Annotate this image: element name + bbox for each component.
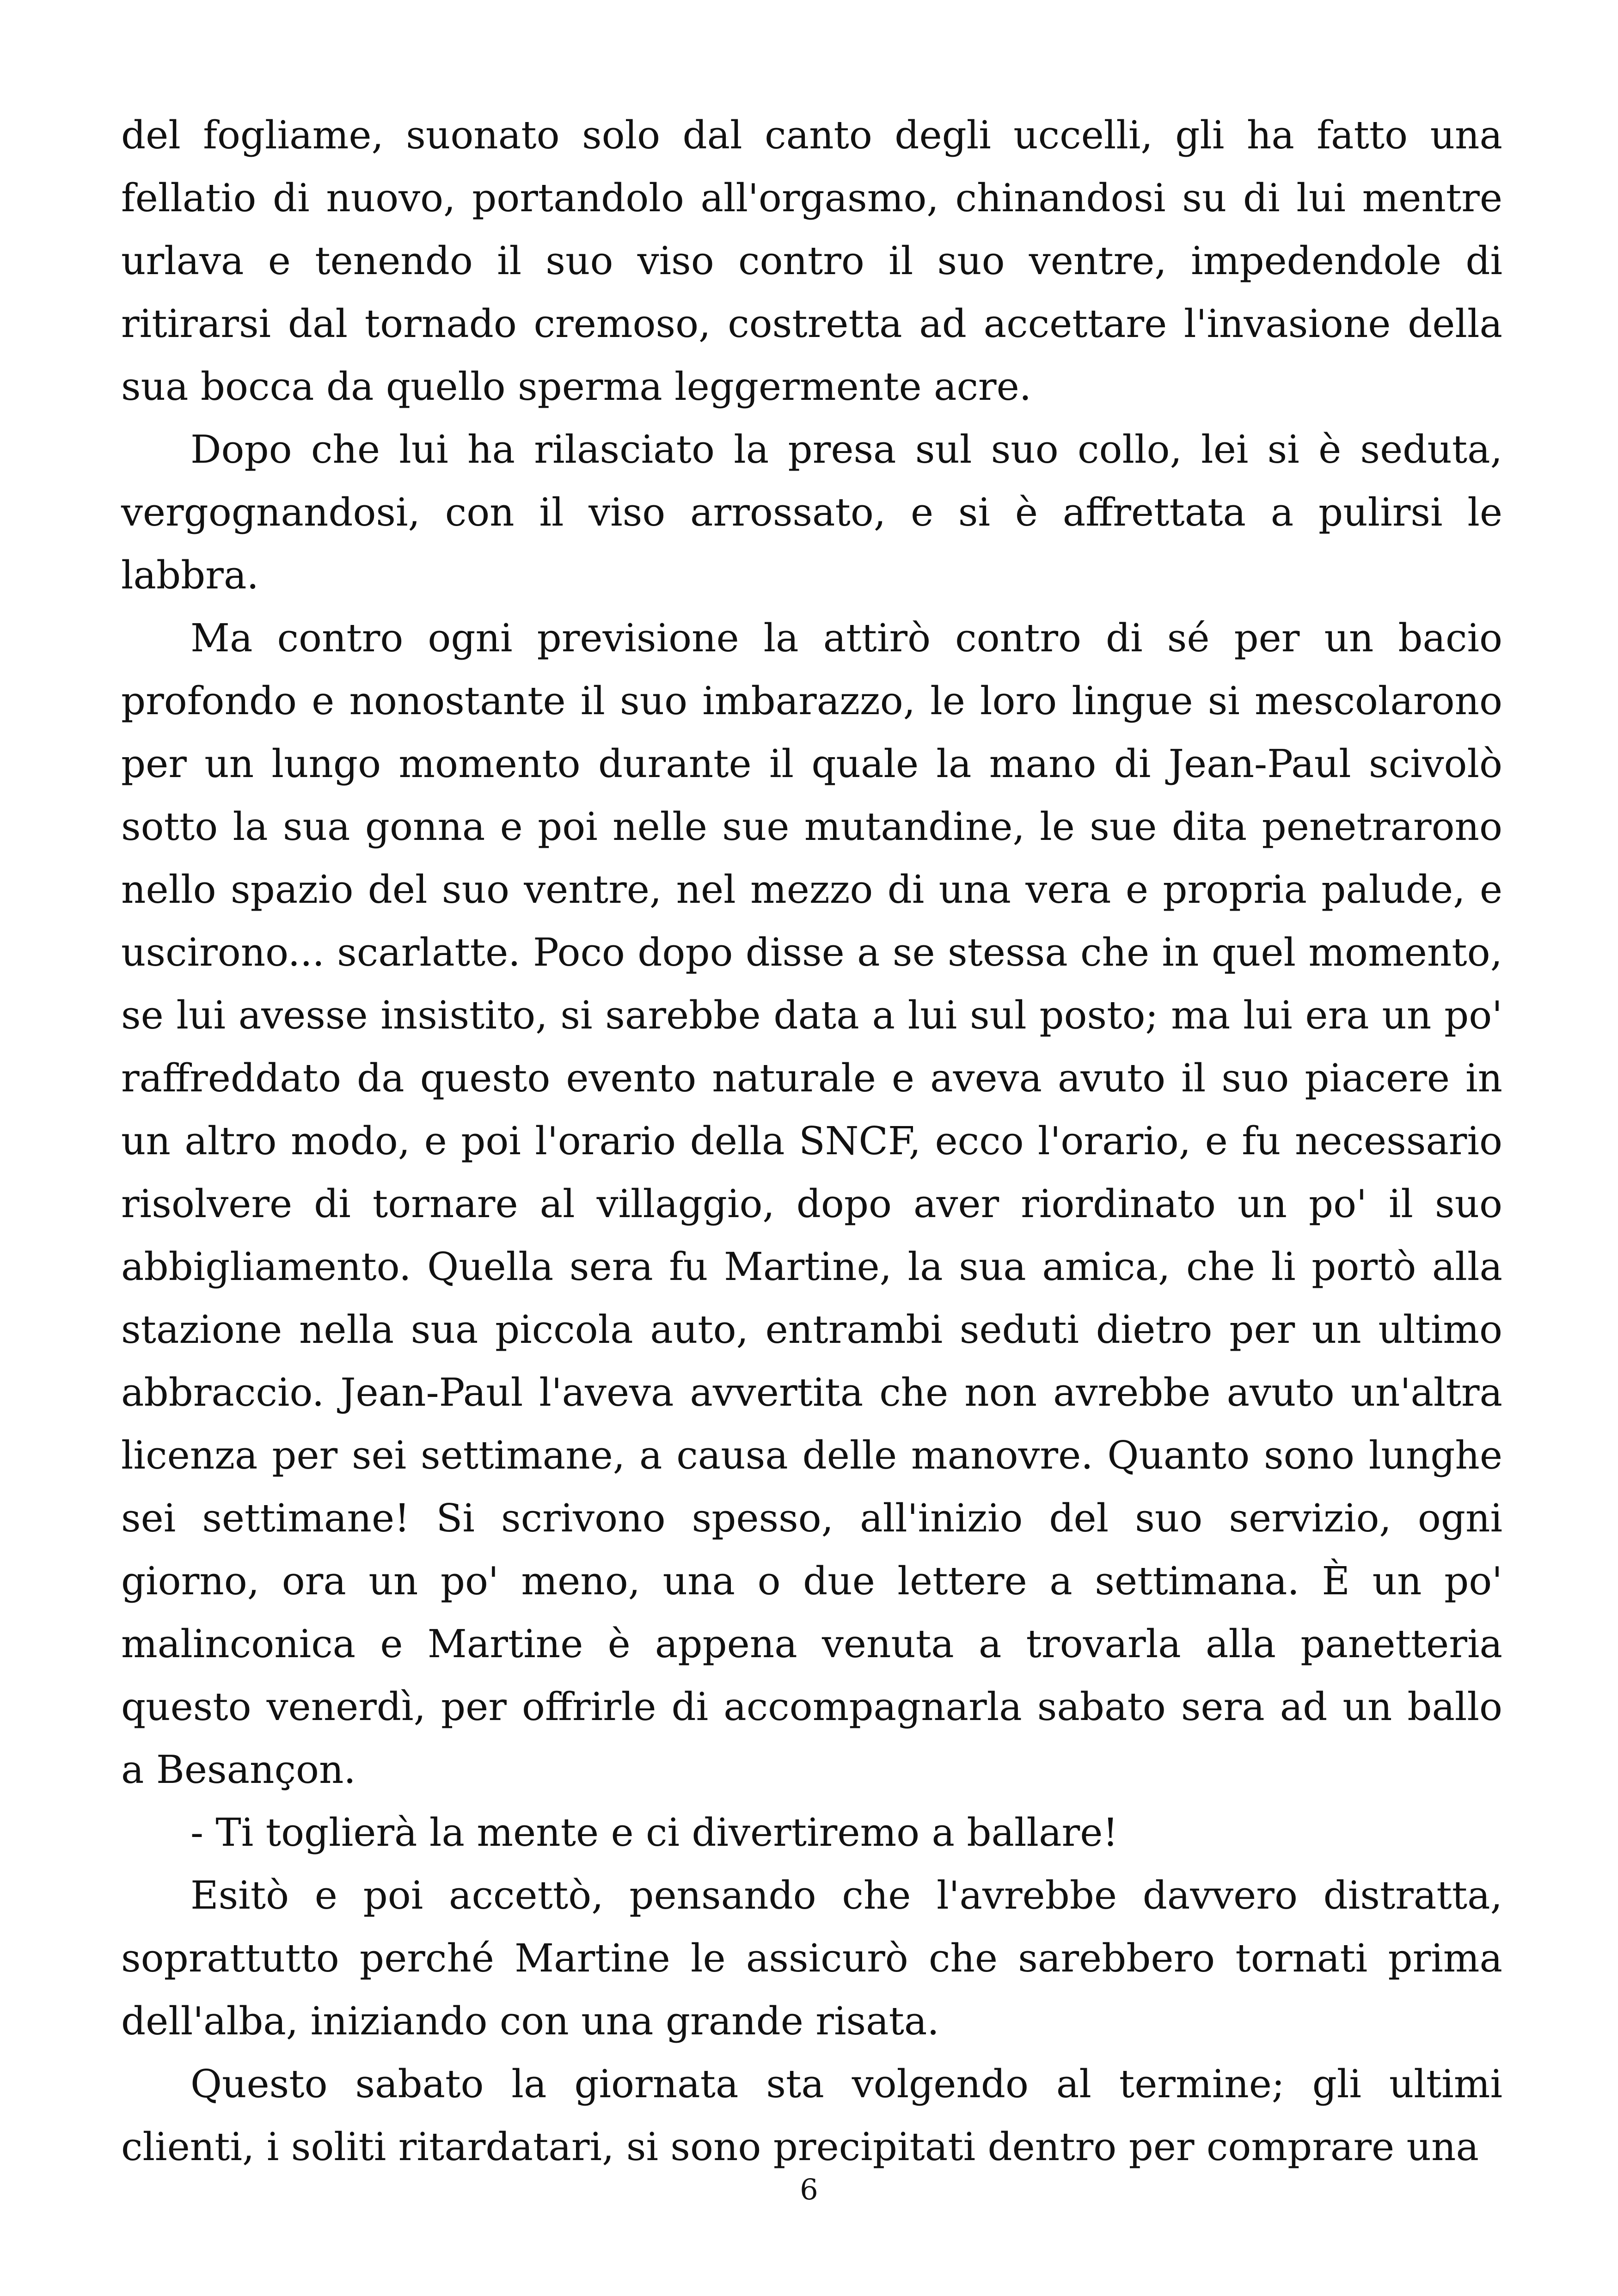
paragraph: Dopo che lui ha rilasciato la presa sul suo collo, lei si è seduta, vergognandosi, con il viso arrossato, e si è affrettata a pulirsi le labbra. (121, 427, 1502, 598)
paragraph: Esitò e poi accettò, pensando che l'avrebbe davvero distratta, soprattutto perché Martine le assicurò che sarebbero tornati prima dell'alba, iniziando con una grande risata. (121, 1873, 1502, 2044)
paragraph: Questo sabato la giornata sta volgendo al termine; gli ultimi clienti, i soliti ritardatari, si sono precipitati dentro per comprare una (121, 2062, 1502, 2169)
page-number: 6 (800, 2173, 818, 2206)
paragraph: Ma contro ogni previsione la attirò contro di sé per un bacio profondo e nonostante il suo imbarazzo, le loro lingue si mescolarono per un lungo momento durante il quale la mano di Jean-Paul scivolò sotto la sua gonna e poi nelle sue mutandine, le sue dita penetrarono nello spazio del suo ventre, nel mezzo di una vera e propria palude, e uscirono... scarlatte. Poco dopo disse a se stessa che in quel momento, se lui avesse insistito, si sarebbe data a lui sul posto; ma lui era un po' raffreddato da questo evento naturale e aveva avuto il suo piacere in un altro modo, e poi l'orario della SNCF, ecco l'orario, e fu necessario risolvere di tornare al villaggio, dopo aver riordinato un po' il suo abbigliamento. Quella sera fu Martine, la sua amica, che li portò alla stazione nella sua piccola auto, entrambi seduti dietro per un ultimo abbraccio. Jean-Paul l'aveva avvertita che non avrebbe avuto un'altra licenza per sei settimane, a causa delle manovre. Quanto sono lunghe sei settimane! Si scrivono spesso, all'inizio del suo servizio, ogni giorno, ora un po' meno, una o due lettere a settimana. È un po' malinconica e Martine è appena venuta a trovarla alla panetteria questo venerdì, per offrirle di accompagnarla sabato sera ad un ballo a Besançon. (121, 616, 1502, 1792)
body-text (121, 104, 1502, 2179)
dialogue-line: - Ti toglierà la mente e ci divertiremo a ballare! (190, 1810, 1118, 1855)
paragraph-continuation: del fogliame, suonato solo dal canto degli uccelli, gli ha fatto una fellatio di nuovo, portandolo all'orgasmo, chinandosi su di lui mentre urlava e tenendo il suo viso contro il suo ventre, impedendole di ritirarsi dal tornado cremoso, costretta ad accettare l'invasione della sua bocca da quello sperma leggermente acre. (121, 113, 1502, 409)
